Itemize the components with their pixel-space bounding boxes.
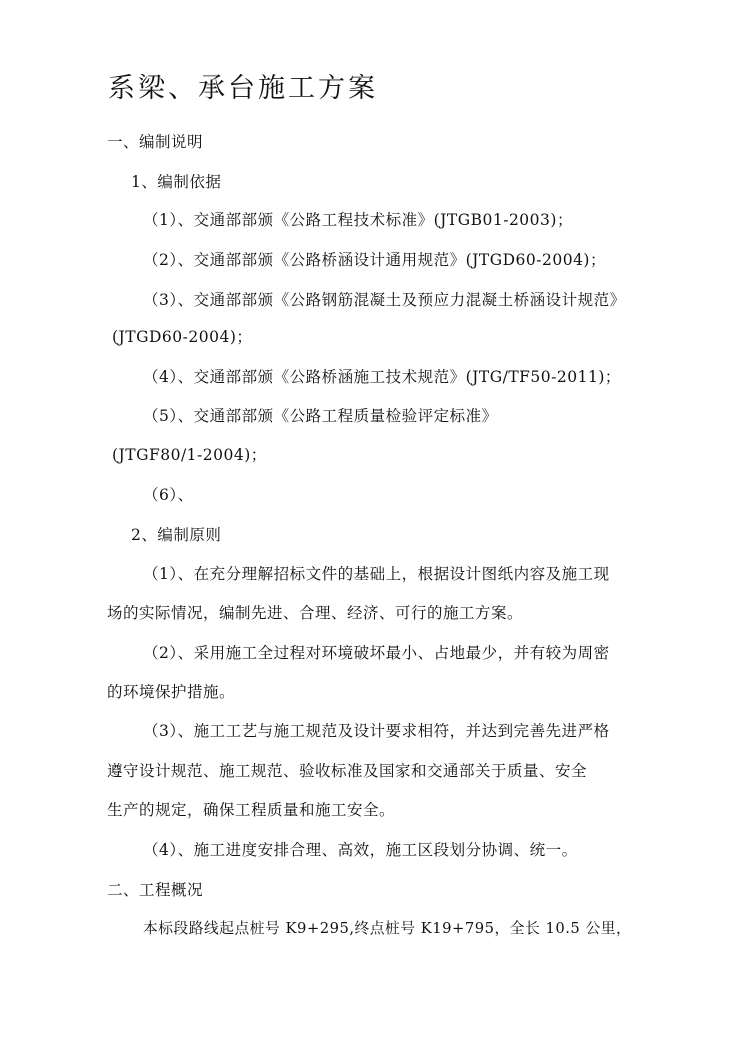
basis-item-2: （2）、交通部部颁《公路桥涵设计通用规范》(JTGD60-2004)； bbox=[143, 251, 606, 269]
basis-item-4: （4）、交通部部颁《公路桥涵施工技术规范》(JTG/TF50-2011)； bbox=[143, 368, 621, 386]
principle-2-line-2: 的环境保护措施。 bbox=[107, 683, 236, 701]
basis-item-1: （1）、交通部部颁《公路工程技术标准》(JTGB01-2003)； bbox=[143, 211, 573, 229]
principle-2-line-1: （2）、采用施工全过程对环境破坏最小、占地最少，并有较为周密 bbox=[143, 644, 610, 662]
principle-3-line-2: 遵守设计规范、施工规范、验收标准及国家和交通部关于质量、安全 bbox=[107, 762, 588, 780]
section-heading-2: 二、工程概况 bbox=[107, 881, 204, 899]
principle-3-line-3: 生产的规定，确保工程质量和施工安全。 bbox=[107, 801, 396, 819]
subsection-heading-basis: 1、编制依据 bbox=[131, 173, 222, 191]
principle-3-line-1: （3）、施工工艺与施工规范及设计要求相符，并达到完善先进严格 bbox=[143, 722, 610, 740]
principle-1-line-2: 场的实际情况，编制先进、合理、经济、可行的施工方案。 bbox=[107, 604, 524, 622]
subsection-heading-principles: 2、编制原则 bbox=[131, 526, 222, 544]
overview-line-1: 本标段路线起点桩号 K9+295,终点桩号 K19+795，全长 10.5 公里， bbox=[143, 920, 632, 937]
basis-item-6: （6）、 bbox=[143, 486, 194, 504]
section-heading-1: 一、编制说明 bbox=[107, 133, 204, 151]
document-title: 系梁、承台施工方案 bbox=[108, 73, 378, 104]
basis-item-3: （3）、交通部部颁《公路钢筋混凝土及预应力混凝土桥涵设计规范》 bbox=[143, 291, 626, 309]
basis-item-3-cont: (JTGD60-2004)； bbox=[112, 328, 253, 346]
basis-item-5: （5）、交通部部颁《公路工程质量检验评定标准》 bbox=[143, 407, 498, 425]
basis-item-5-cont: (JTGF80/1-2004)； bbox=[112, 446, 267, 464]
principle-1-line-1: （1）、在充分理解招标文件的基础上，根据设计图纸内容及施工现 bbox=[143, 565, 610, 583]
principle-4: （4）、施工进度安排合理、高效，施工区段划分协调、统一。 bbox=[143, 841, 578, 859]
